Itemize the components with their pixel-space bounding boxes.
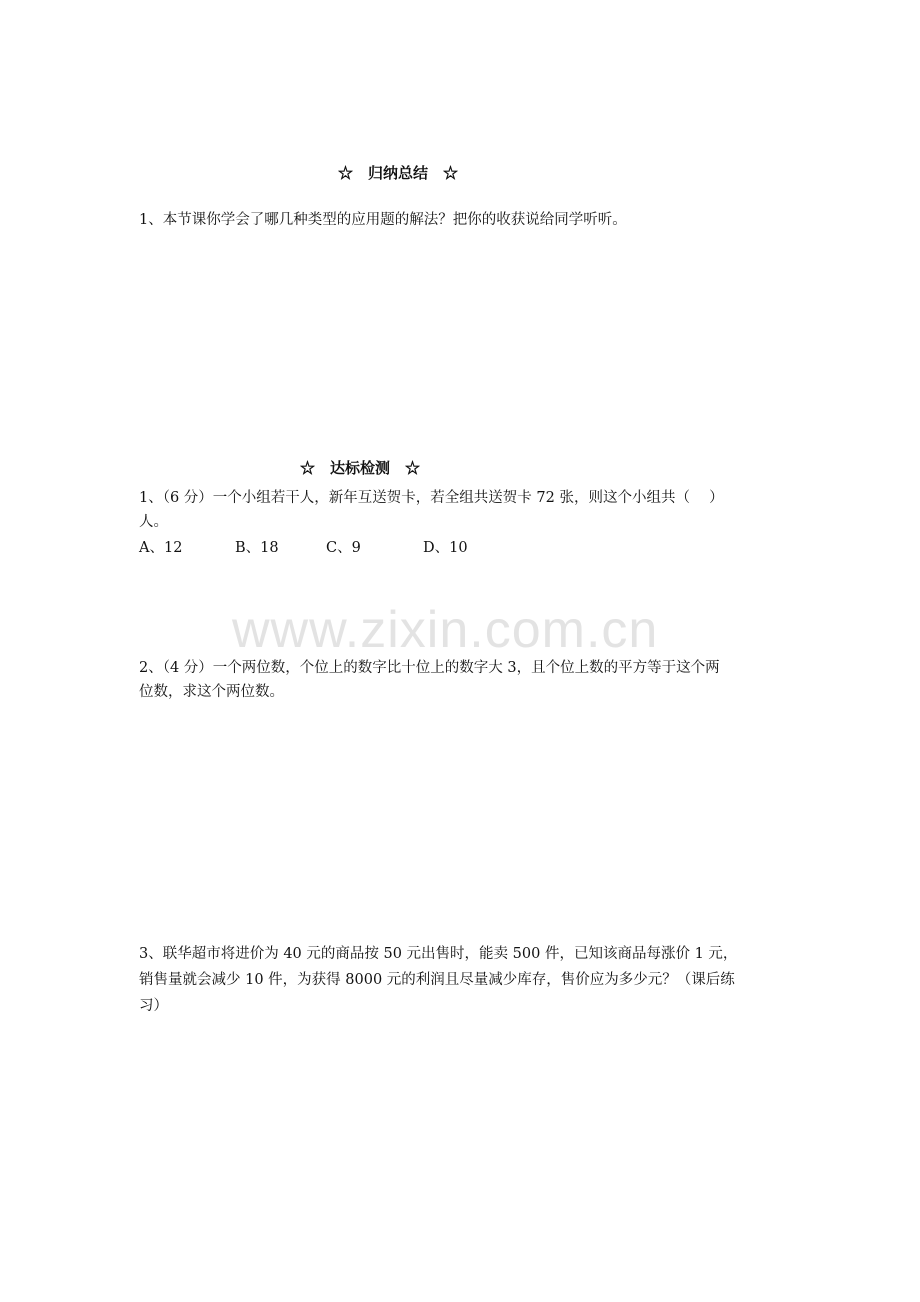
test-q1-line2: 人。 [139, 514, 168, 530]
option-d: D、10 [423, 540, 468, 556]
test-q3-line3: 习） [139, 998, 168, 1014]
test-heading: ☆ 达标检测 ☆ [300, 459, 421, 477]
test-q2-line2: 位数，求这个两位数。 [139, 684, 284, 700]
test-q2-line1: 2、（4 分）一个两位数，个位上的数字比十位上的数字大 3，且个位上数的平方等于这个两 [139, 660, 720, 676]
test-q3-line2: 销售量就会减少 10 件，为获得 8000 元的利润且尽量减少库存，售价应为多少元？（课后练 [139, 972, 735, 988]
option-a: A、12 [139, 540, 183, 556]
summary-question-1: 1、本节课你学会了哪几种类型的应用题的解法？把你的收获说给同学听听。 [139, 212, 627, 228]
option-b: B、18 [235, 540, 279, 556]
watermark: www.zixin.com.cn [232, 601, 659, 659]
option-c: C、9 [326, 540, 361, 556]
test-q1-line1: 1、（6 分）一个小组若干人，新年互送贺卡，若全组共送贺卡 72 张，则这个小组共（ ） [139, 490, 724, 506]
test-q3-line1: 3、联华超市将进价为 40 元的商品按 50 元出售时，能卖 500 件，已知该商品每涨价 1 元， [139, 946, 738, 962]
summary-heading: ☆ 归纳总结 ☆ [338, 164, 459, 182]
